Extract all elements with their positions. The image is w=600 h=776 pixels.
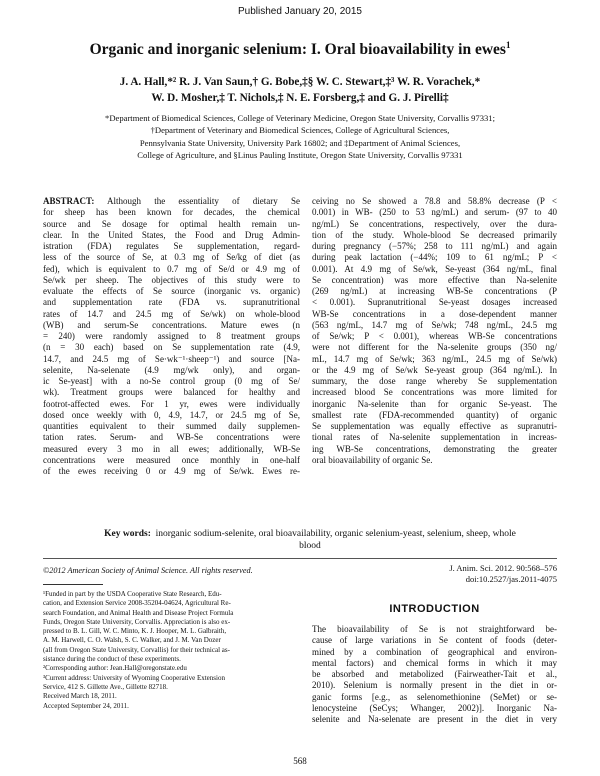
footnote-line: (all from Oregon State University, Corvallis) for their technical as- (43, 645, 230, 654)
keywords-label: Key words: (104, 529, 151, 539)
footnote-line: Accepted September 24, 2011. (43, 701, 129, 710)
text-line: ganic forms [e.g., as selenomethionine (SeMet) or se- (312, 691, 557, 702)
affiliation-line: Pennsylvania State University, University Park 16802; and ‡Department of Animal Sciences, (139, 137, 461, 148)
footnote-line: ²Corresponding author: Jean.Hall@oregonstate.edu (43, 664, 187, 673)
section-divider (43, 558, 557, 559)
footnote-line: ³Current address: University of Wyoming Cooperative Extension (43, 673, 225, 682)
abstract-first-line: ABSTRACT: Although the essentiality of dietary Se (43, 196, 300, 206)
text-line: tion of the study. Whole-blood Se decreased primarily (312, 229, 557, 240)
abstract-right-column (312, 196, 557, 466)
text-line: dosed once weekly with 0, 4.9, 14.7, or 24.5 mg of Se, (43, 409, 300, 420)
author-line: W. D. Mosher,‡ T. Nichols,‡ N. E. Forsberg,‡ and G. J. Pirelli‡ (151, 92, 449, 104)
journal-ref: J. Anim. Sci. 2012. 90:568–576 (449, 563, 557, 573)
footnote-line: search Foundation, and Animal Health and Disease Project Formula (43, 608, 234, 617)
text-line: during pregnancy (−57%; 258 to 111 ng/mL) and again (312, 241, 557, 251)
text-line: ing WB-Se concentrations, demonstrating the greater (312, 443, 557, 454)
text-line: (269 ng/mL) at increasing WB-Se concentrations (P (312, 286, 557, 296)
text-line: Se supplementation was equally effective as supranutri- (312, 421, 557, 431)
text-line: (WB) and serum-Se concentrations. Mature ewes (n (43, 319, 300, 330)
introduction-heading: INTRODUCTION (389, 603, 480, 615)
text-line: istration (FDA) regulates Se supplementation, regard- (43, 241, 300, 251)
text-line: 2010). Selenium is normally present in the diet in or- (312, 680, 557, 691)
paper-title (40, 40, 560, 59)
text-line: and supplementation rate (FDA vs. supranutritional (43, 297, 300, 308)
abstract-left-column (43, 196, 300, 477)
footnote-line: Service, 412 S. Gillette Ave., Gillette 82718. (43, 682, 168, 691)
text-line: source and Se dosage for optimal health remain un- (43, 218, 300, 229)
text-line: Se concentration) was more effective than Na-selenite (312, 274, 557, 285)
abstract-label: ABSTRACT: (43, 196, 95, 206)
text-line: rates of 14.7 and 24.5 mg of Se/wk) on whole-blood (43, 308, 300, 319)
footnote-line: sistance during the conduct of these experiments. (43, 655, 181, 664)
text-line: = 240) were randomly assigned to 8 treatment groups (43, 331, 300, 341)
text-line: WB-Se concentrations in a dose-dependent manner (312, 308, 557, 319)
text-line: less of the source of Se, at 0.3 mg of Se/kg of diet (as (43, 252, 300, 263)
text-line: evaluate the effects of Se source (inorganic vs. organic) (43, 286, 300, 296)
text-line: tional rates of Na-selenite supplementation in increas- (312, 432, 557, 443)
affiliations (40, 112, 560, 162)
journal-doi: doi:10.2527/jas.2011-4075 (465, 574, 557, 584)
text-line: wk). Treatment groups were balanced for healthy and (43, 387, 300, 398)
text-line: tation rates. Serum- and WB-Se concentrations were (43, 432, 300, 443)
text-line: of the ewes receiving 0 or 4.9 mg of Se/wk. Ewes re- (43, 466, 300, 476)
footnote-rule (43, 584, 103, 585)
text-line: inorganic Na-selenite than for organic Se-yeast. The (312, 398, 557, 409)
text-line: Se/wk per sheep. The objectives of this study were to (43, 274, 300, 285)
affiliation-line: *Department of Biomedical Sciences, College of Veterinary Medicine, Oregon State University, Corvallis 97331; (105, 113, 495, 123)
text-line: fed), which is equivalent to 0.7 mg of Se/d or 4.9 mg of (43, 263, 300, 274)
author-list (40, 74, 560, 106)
text-line: concentrations were measured once monthly in one-half (43, 454, 300, 465)
footnote-line: A. M. Harwell, C. O. Walsh, S. C. Walker, and J. M. Van Dozer (43, 636, 221, 645)
text-line: summary, the dose range whereby Se supplementation (312, 376, 557, 386)
text-line: ceiving no Se showed a 78.8 and 58.8% decrease (P < (312, 196, 557, 206)
text-line: for sheep has been known for decades, the chemical (43, 207, 300, 218)
title-footnote-mark: 1 (505, 40, 511, 50)
text-line: < 0.001). Supranutritional Se-yeast dosages increased (312, 297, 557, 308)
text-line: footrot-affected ewes. For 1 yr, ewes were individually (43, 398, 300, 409)
text-line: (563 ng/mL, 14.7 mg of Se/wk; 748 ng/mL, 24.5 mg (312, 319, 557, 330)
text-line: oral bioavailability of organic Se. (312, 454, 433, 465)
text-line: lenocysteine (SeCys; Whanger, 2002)]. Inorganic Na- (312, 702, 557, 713)
author-line: J. A. Hall,*² R. J. Van Saun,† G. Bobe,‡§ W. C. Stewart,‡³ W. R. Vorachek,* (119, 76, 481, 88)
affiliation-line: †Department of Veterinary and Biomedical Sciences, College of Agricultural Sciences, (150, 125, 450, 136)
text-line: cause of large variations in Se content of foods (deter- (312, 635, 557, 646)
footnote-line: pressed to B. L. Gill, W. C. Minto, K. J. Hooper, M. L. Galbraith, (43, 627, 227, 636)
introduction-text (312, 624, 557, 725)
text-line: of Se/wk; P < 0.001), whereas WB-Se concentrations (312, 331, 557, 341)
text-line: mined by a combination of geographical and environ- (312, 646, 557, 657)
text-line: 0.001) in WB- (250 to 53 ng/mL) and serum- (97 to 40 (312, 207, 557, 218)
text-line: clear. In the United States, the Food and Drug Admin- (43, 229, 300, 240)
footnote-line: Funds, Oregon State University, Corvallis. Appreciation is also ex- (43, 617, 231, 626)
keywords-text: inorganic sodium-selenite, oral bioavailability, organic selenium-yeast, selenium, sheep, whole blood (155, 529, 516, 551)
journal-citation (380, 563, 557, 585)
text-line: or the 4.9 mg of Se/wk Se-yeast group (364 ng/mL). In (312, 364, 557, 375)
text-line: ic Se-yeast] with a no-Se control group (0 mg of Se/ (43, 376, 300, 386)
text-line: selenite, Na-selenate (4.9 mg/wk only), and organ- (43, 364, 300, 375)
text-line: 14.7, and 24.5 mg of Se·wk⁻¹·sheep⁻¹) and source [Na- (43, 353, 300, 364)
footnote-line: Received March 18, 2011. (43, 692, 117, 701)
affiliation-line: College of Agriculture, and §Linus Pauling Institute, Oregon State University, Corvallis 97331 (137, 150, 463, 161)
text-line: be absorbed and metabolized (Fairweather-Tait et al., (312, 669, 557, 679)
footnote-line: ¹Funded in part by the USDA Cooperative State Research, Edu- (43, 590, 222, 598)
page-number: 568 (293, 756, 307, 766)
text-line: were not different for the Na-selenite groups (350 ng/ (312, 342, 557, 353)
footnote-line: cation, and Extension Service 2008-35204-04624, Agricultural Re- (43, 599, 231, 608)
text-line: ng/mL) Se concentrations, respectively, over the dura- (312, 218, 557, 229)
text-line: The bioavailability of Se is not straightforward be- (312, 624, 557, 634)
text-line: smallest rate (FDA-recommended quantity) of organic (312, 409, 557, 420)
footnotes (43, 590, 293, 711)
text-line: increased blood Se concentrations was more limited for (312, 387, 557, 398)
text-line: 0.001). At 4.9 mg of Se/wk, Se-yeast (364 ng/mL, final (312, 263, 557, 274)
copyright-notice: ©2012 American Society of Animal Science. All rights reserved. (43, 566, 253, 575)
text-line: selenite and Na-selenate are present in the diet in very (312, 714, 557, 724)
text-line: mL, 14.7 mg of Se/wk; 363 ng/mL, 24.5 mg of Se/wk) (312, 353, 557, 364)
keywords (100, 528, 520, 552)
published-date: Published January 20, 2015 (238, 6, 362, 17)
text-line: (n = 30 each) based on Se supplementation rate (4.9, (43, 342, 300, 353)
title-text: Organic and inorganic selenium: I. Oral bioavailability in ewes (89, 41, 506, 59)
text-line: quantities equivalent to their summed daily supplemen- (43, 421, 300, 431)
text-line: measured every 3 mo in all ewes; additionally, WB-Se (43, 443, 300, 454)
text-line: during peak lactation (−44%; 109 to 61 ng/mL; P < (312, 252, 557, 263)
text-line: mental factors) and chemical forms in which it may (312, 657, 557, 668)
